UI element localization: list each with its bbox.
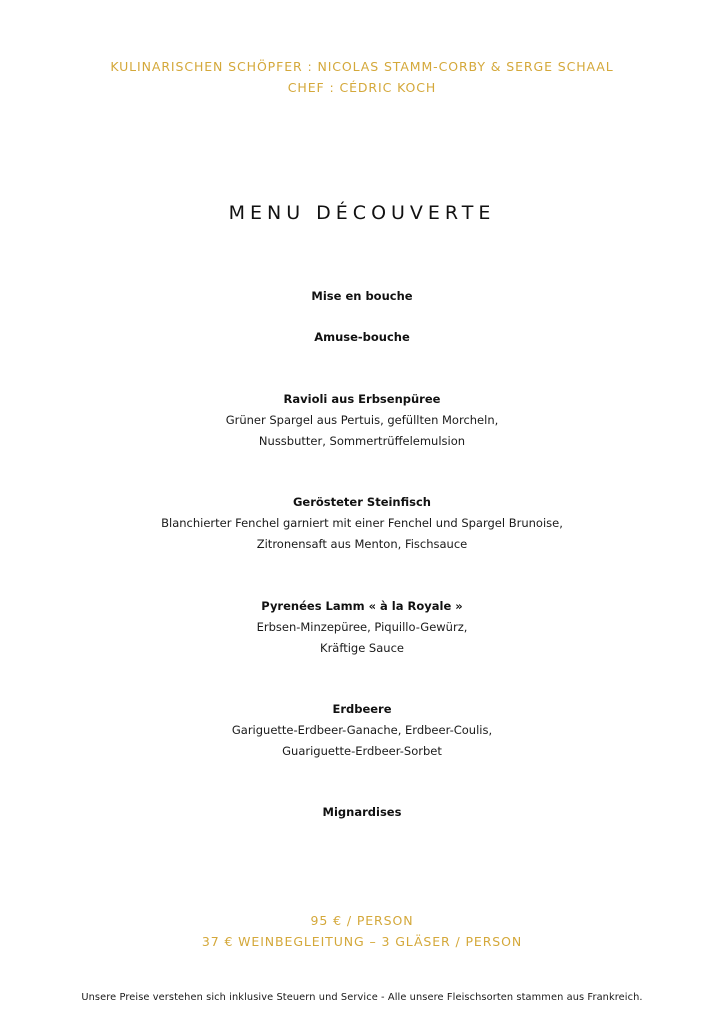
price-per-person: 95 € / PERSON [310, 913, 414, 928]
menu-title: MENU DÉCOUVERTE [228, 202, 496, 224]
course-description-line: Guariguette-Erdbeer-Sorbet [282, 744, 442, 758]
course-description-line: Erbsen-Minzepüree, Piquillo-Gewürz, [256, 620, 468, 634]
course-name: Mignardises [322, 805, 402, 819]
course-name: Amuse-bouche [314, 330, 410, 344]
course-description-line: Nussbutter, Sommertrüffelemulsion [258, 434, 466, 448]
course-amuse-bouche [0, 327, 724, 348]
course-ravioli [0, 389, 724, 452]
course-description-line: Grüner Spargel aus Pertuis, gefüllten Morcheln, [225, 413, 499, 427]
pricing [0, 910, 724, 952]
creators-line: KULINARISCHEN SCHÖPFER : NICOLAS STAMM-CORBY & SERGE SCHAAL [110, 59, 614, 74]
course-lamm [0, 596, 724, 659]
course-name: Pyrenées Lamm « à la Royale » [261, 599, 463, 613]
wine-pairing-price: 37 € WEINBEGLEITUNG – 3 GLÄSER / PERSON [201, 934, 523, 949]
course-name: Erdbeere [332, 702, 392, 716]
footer-note: Unsere Preise verstehen sich inklusive Steuern und Service - Alle unsere Fleischsorten stammen aus Frankreich. [81, 992, 643, 1003]
course-description-line: Zitronensaft aus Menton, Fischsauce [256, 537, 468, 551]
course-description-line: Blanchierter Fenchel garniert mit einer Fenchel und Spargel Brunoise, [161, 516, 563, 530]
header [0, 56, 724, 98]
course-mise-en-bouche [0, 286, 724, 307]
course-name: Ravioli aus Erbsenpüree [283, 392, 441, 406]
course-description-line: Gariguette-Erdbeer-Ganache, Erdbeer-Coulis, [231, 723, 493, 737]
course-name: Gerösteter Steinfisch [292, 495, 431, 509]
course-steinfisch [0, 492, 724, 555]
course-name: Mise en bouche [311, 289, 413, 303]
course-mignardises [0, 802, 724, 823]
chef-line: CHEF : CÉDRIC KOCH [287, 80, 437, 95]
course-description-line: Kräftige Sauce [320, 641, 404, 655]
course-erdbeere [0, 699, 724, 762]
